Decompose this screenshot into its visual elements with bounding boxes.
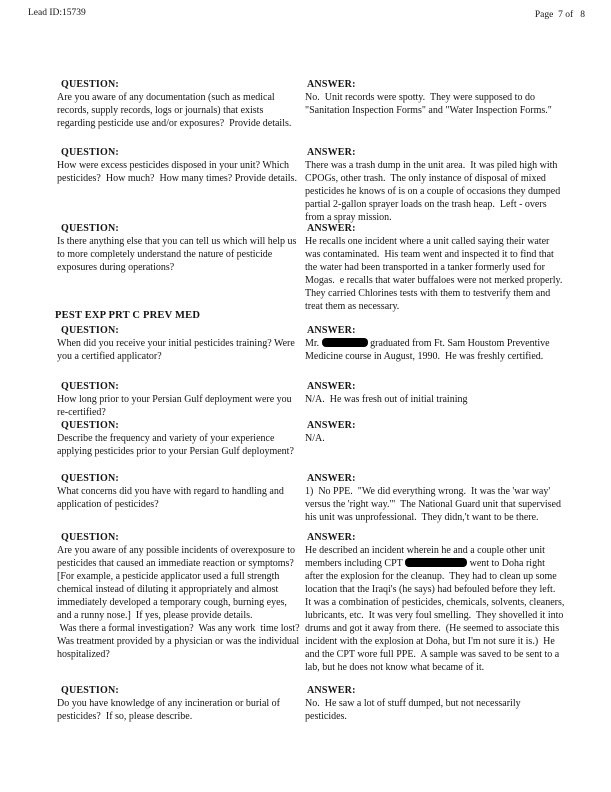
question-label: QUESTION: [61,420,119,431]
redaction-box [405,558,467,567]
answer-label: ANSWER: [307,420,356,431]
question-block [57,222,300,274]
question-text: Are you aware of any possible incidents of overexposure to pesticides that caused an immediate reaction or symptoms? [For example, a pesticide applicator used a full strength chemical instead of diluting it appropriately and almost immediately developed a temporary cough, burning eyes, and a runny nose.] If yes, please provide details. [57,545,299,621]
answer-text-post: graduated from Ft. Sam Houstom Preventive Medicine course in August, 1990. He was freshly certified. [305,338,553,362]
question-block [57,472,300,511]
answer-block [305,146,565,224]
answer-block [305,531,565,674]
question-text: Do you have knowledge of any incineration or burial of pesticides? If so, please describe. [57,698,283,722]
answer-text-pre: He described an incident wherein he and a couple other unit members including CPT [305,545,548,569]
question-label: QUESTION: [61,325,119,336]
question-label: QUESTION: [61,79,119,90]
question-text: What concerns did you have with regard to handling and application of pesticides? [57,486,287,510]
question-block [57,684,300,723]
question-label: QUESTION: [61,473,119,484]
answer-text: There was a trash dump in the unit area. It was piled high with CPOGs, other trash. The only instance of disposal of mixed pesticides he knows of is on a couple of occasions they dumped partial 2-gallon sprayer loads on the trash heap. Left - overs from a spray mission. [305,160,563,223]
question-text: How were excess pesticides disposed in your unit? Which pesticides? How much? How many times? Provide details. [57,160,297,184]
question-label: QUESTION: [61,532,119,543]
question-label: QUESTION: [61,223,119,234]
question-block [57,78,300,130]
answer-text: 1) No PPE. "We did everything wrong. It was the 'war way' versus the 'right way.'" The National Guard unit that supervised his unit was unprofessional. They didn,'t want to be there. [305,486,564,523]
question-block [57,419,300,458]
answer-text-post: went to Doha right after the explosion for the cleanup. They had to clean up some location that the Iraqi's (he says) had befouled before they left. It was a combination of pesticides, chemicals, solvents, cleaners, lubricants, etc. It was very foul smelling. They shovelled it into drums and got it away from there. (He seemed to associate this incident with the explosion at Doha, but I'm not sure it is.) He and the CPT wore full PPE. A sample was saved to be sent to a lab, but he does not know what became of it. [305,558,567,673]
answer-label: ANSWER: [307,223,356,234]
answer-text: No. He saw a lot of stuff dumped, but not necessarily pesticides. [305,698,524,722]
answer-text [305,337,565,363]
question-label: QUESTION: [61,147,119,158]
answer-label: ANSWER: [307,381,356,392]
question-label: QUESTION: [61,381,119,392]
question-block [57,380,300,419]
answer-block [305,324,565,363]
answer-text: No. Unit records were spotty. They were supposed to do "Sanitation Inspection Forms" and "Water Inspection Forms." [305,92,552,116]
redaction-box [322,338,368,347]
answer-block [305,472,565,524]
answer-block [305,78,565,117]
question-text: Are you aware of any documentation (such as medical records, supply records, logs or journals) that exists regarding pesticide use and/or exposures? Provide details. [57,92,292,129]
answer-block [305,684,565,723]
section-heading: PEST EXP PRT C PREV MED [55,310,201,321]
question-label: QUESTION: [61,685,119,696]
lead-id: Lead ID:15739 [28,8,86,18]
question-block [57,146,300,185]
answer-label: ANSWER: [307,685,356,696]
answer-text: He recalls one incident where a unit called saying their water was contaminated. His team went and inspected it to find that the water had been transported in a tanker formerly used for Mogas. e recalls that water buffaloes were not merked properly. They carried Chlorines tests with them to testverify them and treat them as necessary. [305,236,568,312]
answer-block [305,419,565,445]
page-number: Page 7 of 8 [534,10,585,20]
answer-label: ANSWER: [307,325,356,336]
question-block [57,324,300,363]
question-block [57,531,305,661]
question-text: Describe the frequency and variety of your experience applying pesticides prior to your Persian Gulf deployment? [57,433,294,457]
answer-text [305,544,565,674]
question-text-continued: Was there a formal investigation? Was any work time lost? Was treatment provided by a physician or was the individual hospitalized? [57,623,305,660]
question-text: How long prior to your Persian Gulf deployment were you re-certified? [57,394,295,418]
answer-label: ANSWER: [307,532,356,543]
question-text: Is there anything else that you can tell us which will help us to more completely understand the nature of pesticide exposures during operations? [57,236,299,273]
answer-block [305,380,565,406]
answer-text: N/A. [305,433,325,444]
answer-text-pre: Mr. [305,338,322,349]
answer-label: ANSWER: [307,79,356,90]
answer-label: ANSWER: [307,147,356,158]
answer-label: ANSWER: [307,473,356,484]
question-text: When did you receive your initial pesticides training? Were you a certified applicator? [57,338,298,362]
answer-block [305,222,568,313]
answer-text: N/A. He was fresh out of initial training [305,394,468,405]
